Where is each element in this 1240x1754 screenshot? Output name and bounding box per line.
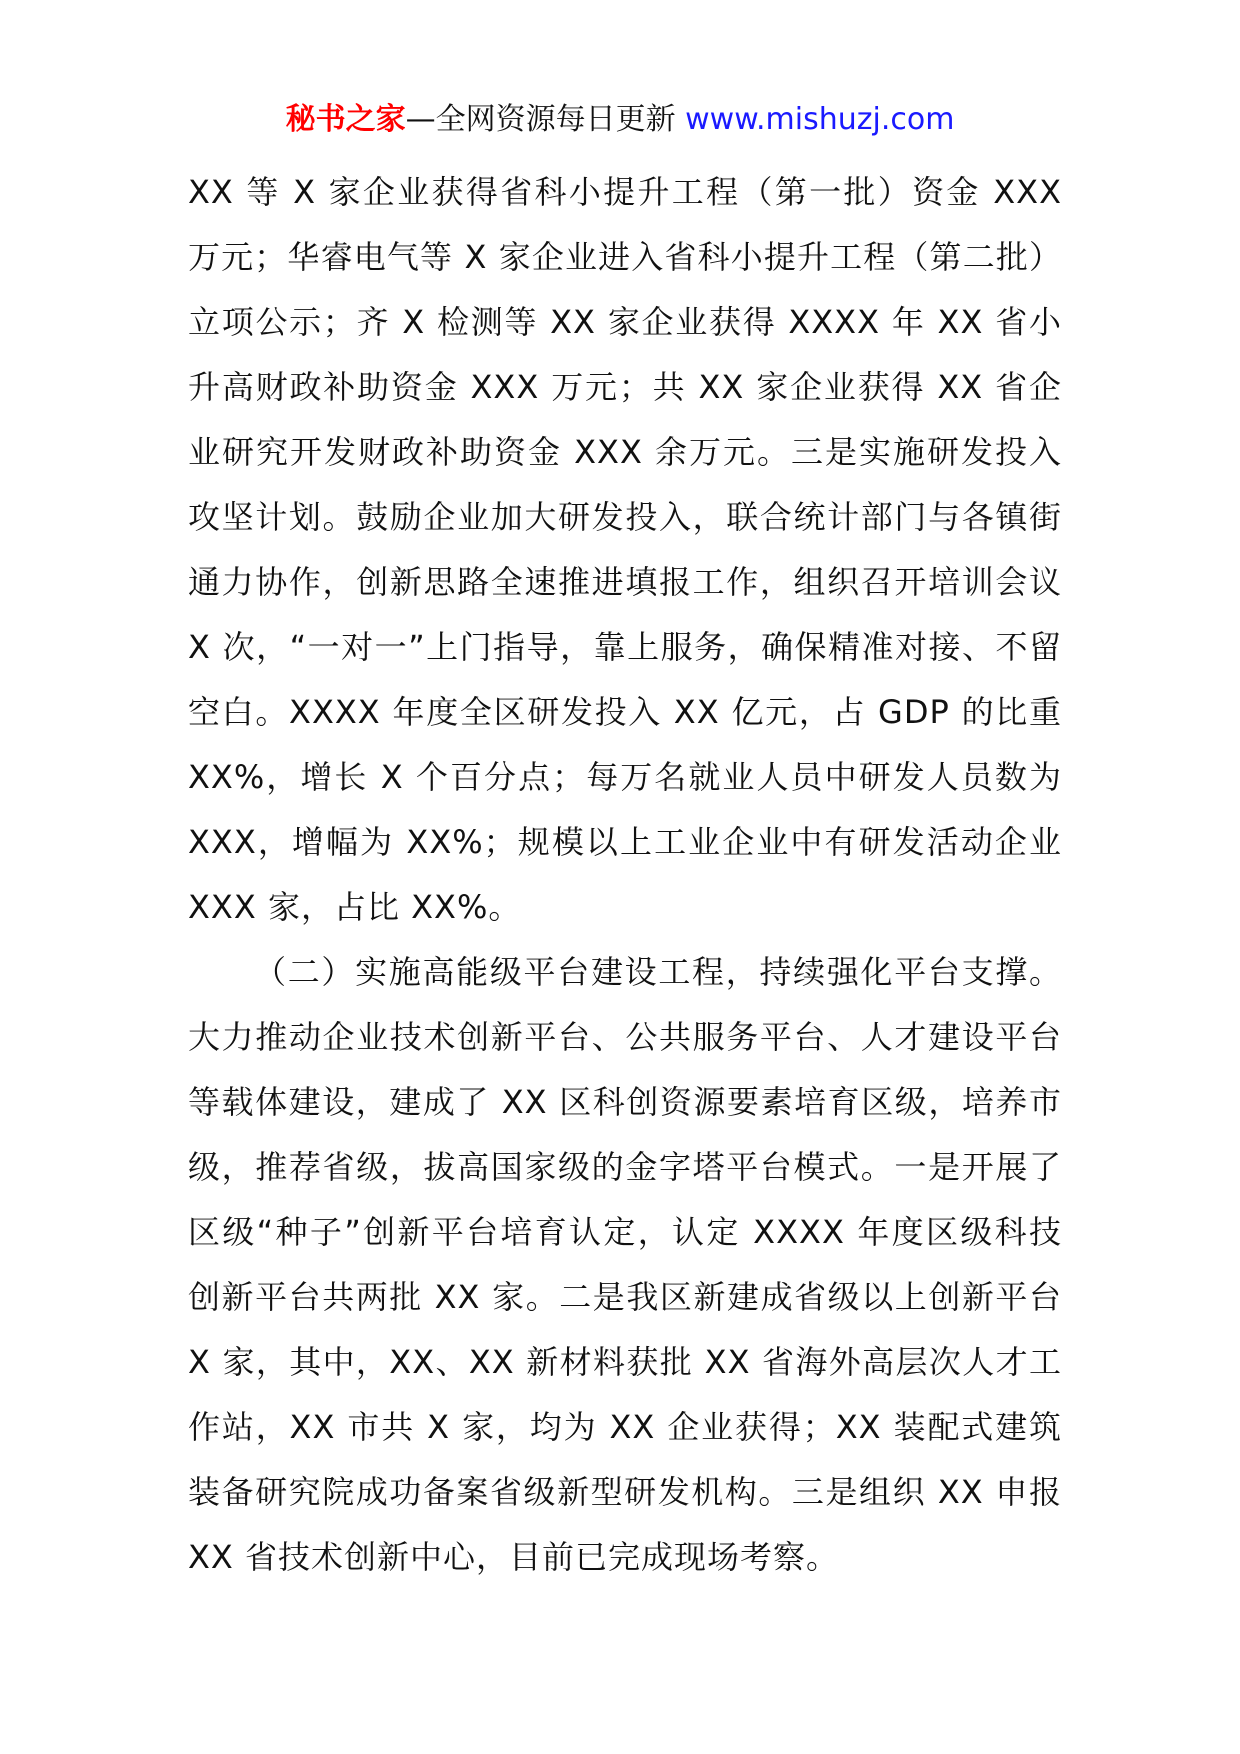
- header-site-link[interactable]: www.mishuzj.com: [685, 102, 955, 137]
- paragraph-continued: XX 等 X 家企业获得省科小提升工程（第一批）资金 XXX 万元；华睿电气等 X 家企业进入省科小提升工程（第二批）立项公示；齐 X 检测等 XX 家企业获得 XXXX 年 XX 省小升高财政补助资金 XXX 万元；共 XX 家企业获得 XX 省企业研究开发财政补助资金 XXX 余万元。三是实施研发投入攻坚计划。鼓励企业加大研发投入，联合统计部门与各镇街通力协作，创新思路全速推进填报工作，组织召开培训会议 X 次，“一对一”上门指导，靠上服务，确保精准对接、不留空白。XXXX 年度全区研发投入 XX 亿元，占 GDP 的比重 XX%，增长 X 个百分点；每万名就业人员中研发人员数为 XXX，增幅为 XX%；规模以上工业企业中有研发活动企业 XXX 家，占比 XX%。: [188, 173, 1062, 926]
- document-body: [188, 160, 1062, 1590]
- paragraph-section-two: （二）实施高能级平台建设工程，持续强化平台支撑。大力推动企业技术创新平台、公共服务平台、人才建设平台等载体建设，建成了 XX 区科创资源要素培育区级，培养市级，推荐省级，拔高国家级的金字塔平台模式。一是开展了区级“种子”创新平台培育认定，认定 XXXX 年度区级科技创新平台共两批 XX 家。二是我区新建成省级以上创新平台 X 家，其中，XX、XX 新材料获批 XX 省海外高层次人才工作站，XX 市共 X 家，均为 XX 企业获得；XX 装配式建筑装备研究院成功备案省级新型研发机构。三是组织 XX 申报 XX 省技术创新中心，目前已完成现场考察。: [188, 953, 1062, 1576]
- header-brand: 秘书之家: [285, 102, 406, 137]
- header-tagline: —全网资源每日更新: [405, 102, 686, 137]
- page-header: [0, 100, 1240, 140]
